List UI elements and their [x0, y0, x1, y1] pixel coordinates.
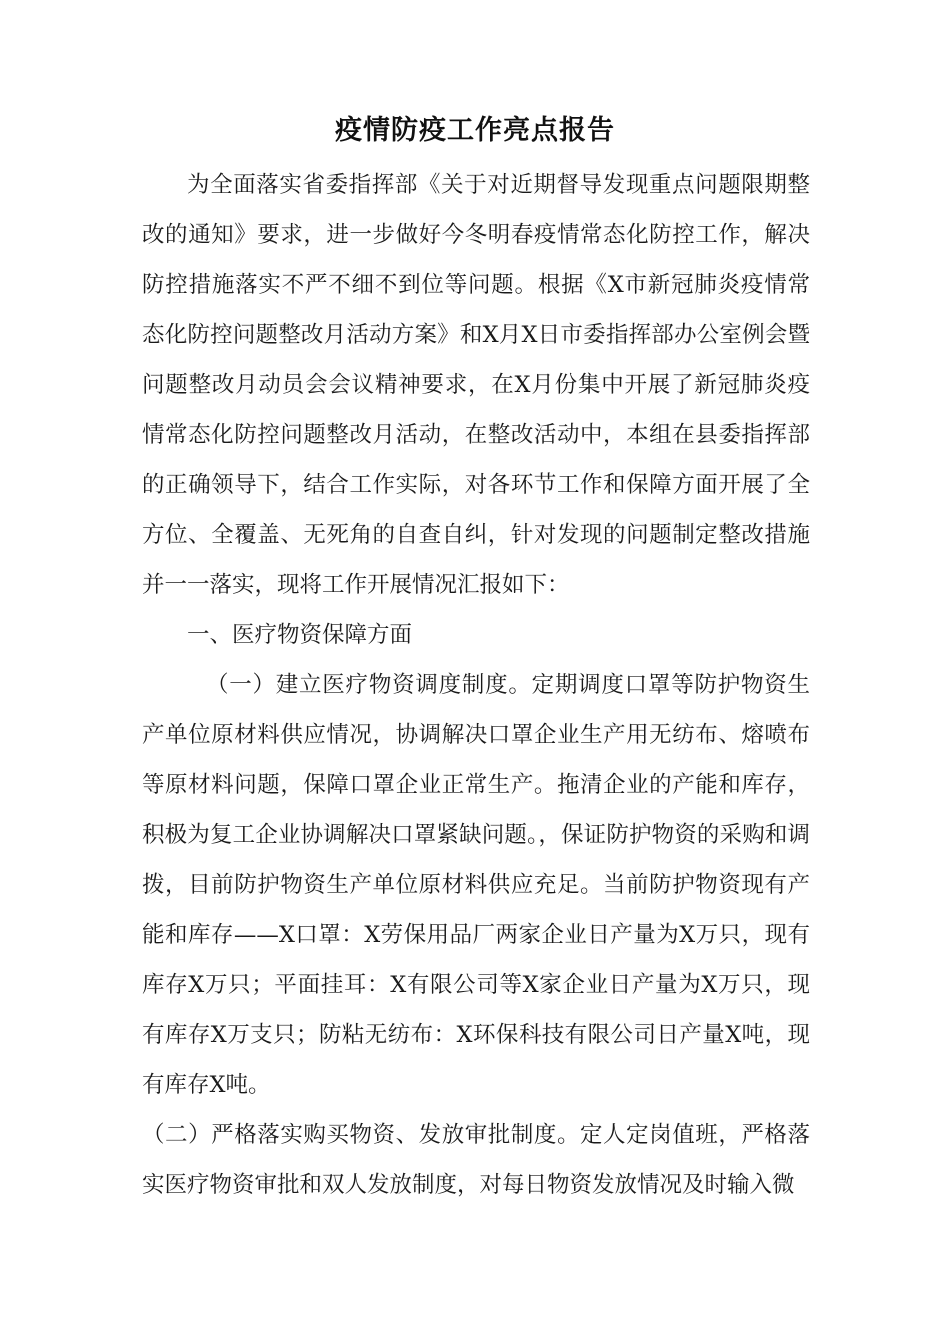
document-body [142, 160, 810, 1210]
subsection-1-paragraph: （一）建立医疗物资调度制度。定期调度口罩等防护物资生产单位原材料供应情况，协调解决口罩企业生产用无纺布、熔喷布等原材料问题，保障口罩企业正常生产。拖清企业的产能和库存，积极为复工企业协调解决口罩紧缺问题。，保证防护物资的采购和调拨，目前防护物资生产单位原材料供应充足。当前防护物资现有产能和库存——X口罩：X劳保用品厂两家企业日产量为X万只，现有库存X万只；平面挂耳：X有限公司等X家企业日产量为X万只，现有库存X万支只；防粘无纺布：X环保科技有限公司日产量X吨，现有库存X吨。 [142, 672, 810, 1098]
intro-paragraph: 为全面落实省委指挥部《关于对近期督导发现重点问题限期整改的通知》要求，进一步做好今冬明春疫情常态化防控工作，解决防控措施落实不严不细不到位等问题。根据《X市新冠肺炎疫情常态化防控问题整改月活动方案》和X月X日市委指挥部办公室例会暨问题整改月动员会会议精神要求，在X月份集中开展了新冠肺炎疫情常态化防控问题整改月活动，在整改活动中，本组在县委指挥部的正确领导下，结合工作实际，对各环节工作和保障方面开展了全方位、全覆盖、无死角的自查自纠，针对发现的问题制定整改措施并一一落实，现将工作开展情况汇报如下： [142, 172, 810, 598]
section-heading-medical-supplies: 一、医疗物资保障方面 [187, 622, 413, 648]
subsection-2-paragraph: （二）严格落实购买物资、发放审批制度。定人定岗值班，严格落实医疗物资审批和双人发放制度，对每日物资发放情况及时输入微 [142, 1122, 810, 1198]
document-title: 疫情防疫工作亮点报告 [335, 115, 615, 146]
